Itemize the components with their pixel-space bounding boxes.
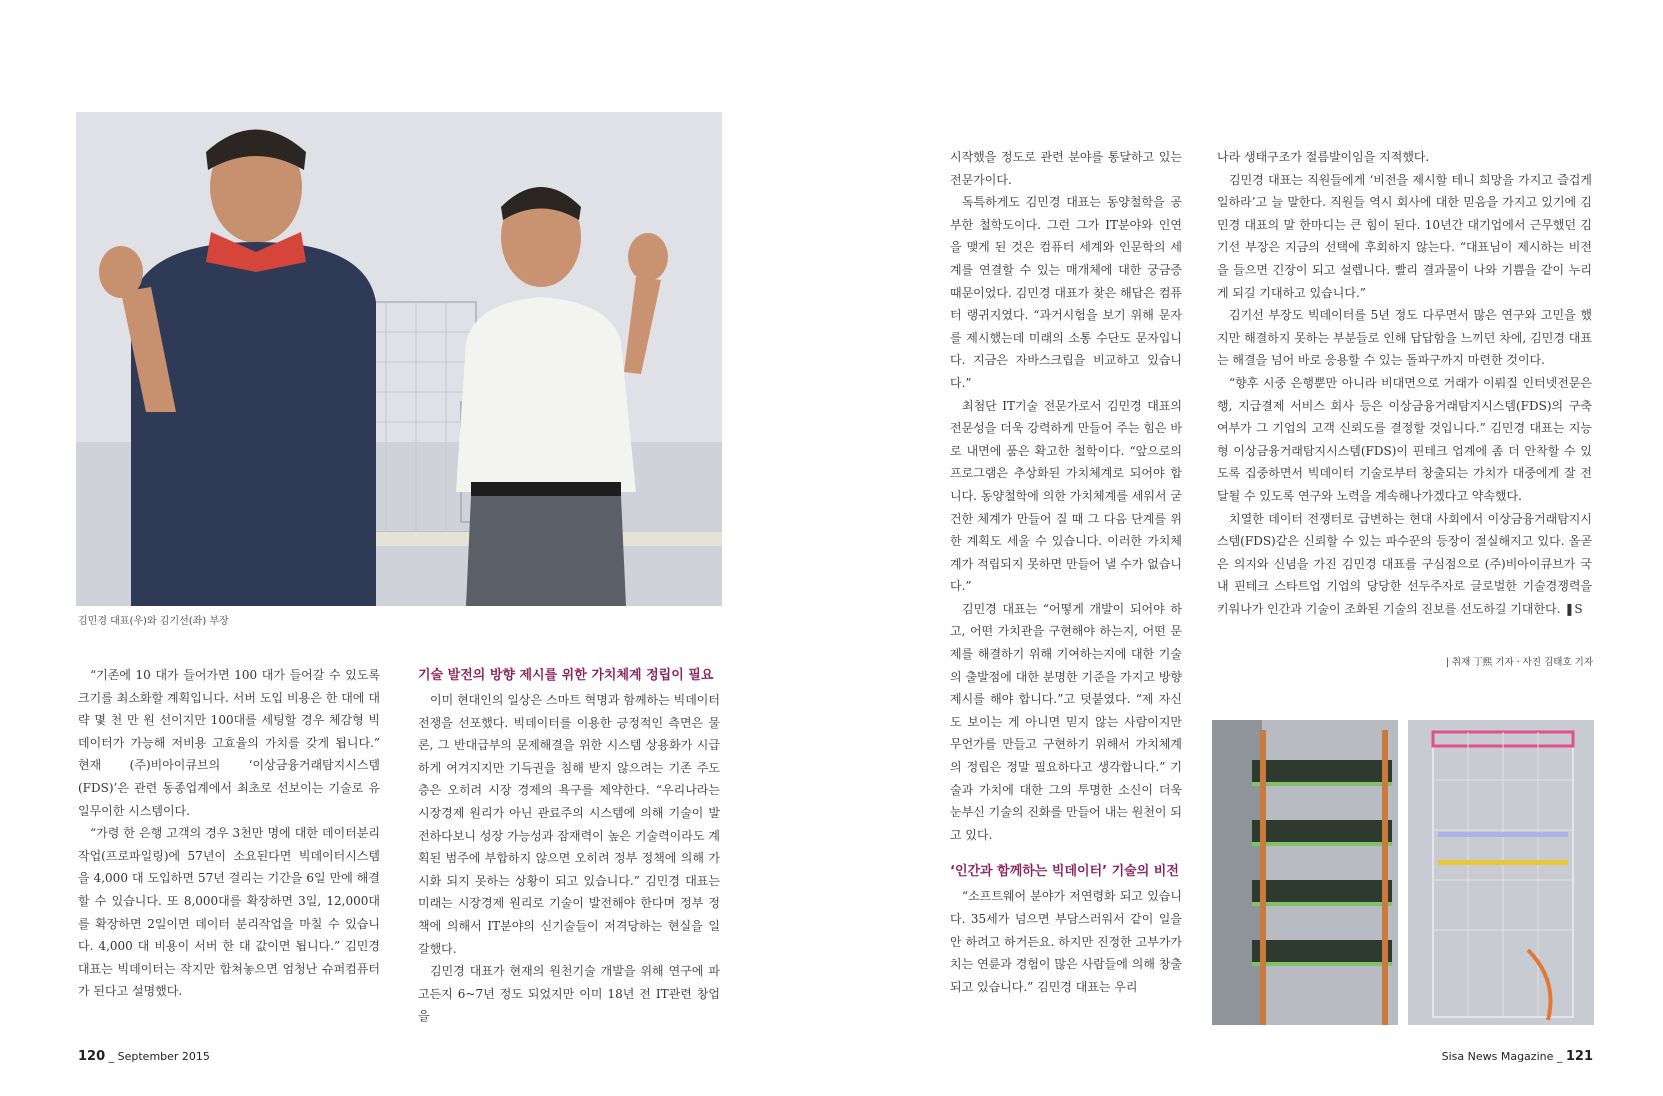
wire-cage-server-photo xyxy=(1408,720,1594,1025)
paragraph: “향후 시중 은행뿐만 아니라 비대면으로 거래가 이뤄질 인터넷전문은행, 지급결제 서비스 회사 등은 이상금융거래탐지시스템(FDS)의 구축 여부가 그 기업의 고객 신뢰도를 결정할 것입니다.” 김민경 대표는 지능형 이상금융거래탐지시스템(FDS)이 핀테크 업계에 좀 더 안착할 수 있도록 집중하면서 빅데이터 기술로부터 창출되는 가치가 대중에게 잘 전달될 수 있도록 연구와 노력을 계속해나가겠다고 약속했다. xyxy=(1217,375,1592,503)
right-column-2 xyxy=(1217,146,1592,620)
left-folio xyxy=(78,1049,210,1064)
photo-caption: 김민경 대표(우)와 김기선(좌) 부장 xyxy=(78,616,229,627)
paragraph: 김기선 부장도 빅데이터를 5년 정도 다루면서 많은 연구와 고민을 했지만 해결하지 못하는 부분들로 인해 답답함을 느끼던 차에, 김민경 대표는 해결을 넘어 바로 응용할 수 있는 돌파구까지 마련한 것이다. xyxy=(1217,308,1592,368)
portrait-photo-illustration xyxy=(76,112,722,606)
issue-date: _ September 2015 xyxy=(108,1050,210,1063)
paragraph: 이미 현대인의 일상은 스마트 혁명과 함께하는 빅데이터 전쟁을 선포했다. 빅데이터를 이용한 긍정적인 측면은 물론, 그 반대급부의 문제해결을 위한 시스템 상용화가 시급하게 여겨지지만 기득권을 침해 받지 않으려는 기존 주도층은 오히려 시장 경제의 욕구를 제약한다. “우리나라는 시장경제 원리가 아닌 관료주의 시스템에 의해 기술이 발전하다보니 성장 가능성과 잠재력이 높은 기술력이라도 계획된 범주에 부합하지 않으면 오히려 정부 정책에 의해 가시화 되지 못하는 상황이 되고 있습니다.” 김민경 대표는 미래는 시장경제 원리로 기술이 발전해야 한다며 정부 정책에 의해서 IT분야의 신기술들이 저격당하는 현실을 일갈했다. xyxy=(418,693,720,956)
magazine-name: Sisa News Magazine _ xyxy=(1441,1050,1563,1063)
paragraph: “소프트웨어 분야가 저연령화 되고 있습니다. 35세가 넘으면 부담스러워서 같이 일을 안 하려고 하거든요. 하지만 진정한 고부가가치는 연륜과 경험이 많은 사람들에 의해 창출되고 있습니다.” 김민경 대표는 우리 xyxy=(950,889,1182,994)
paragraph: 독특하게도 김민경 대표는 동양철학을 공부한 철학도이다. 그런 그가 IT분야와 인연을 맺게 된 것은 컴퓨터 세계와 인문학의 세계를 연결할 수 있는 매개체에 대한 궁금증 때문이었다. 김민경 대표가 찾은 해답은 컴퓨터 랭귀지였다. “과거시험을 보기 위해 문자를 제시했는데 미래의 소통 수단도 문자입니다. 지금은 자바스크립을 비교하고 있습니다.” xyxy=(950,195,1182,390)
right-page xyxy=(832,0,1663,1096)
page-number: 121 xyxy=(1565,1049,1593,1064)
paragraph: 김민경 대표는 직원들에게 ‘비전을 제시할 테니 희망을 가지고 즐겁게 일하라’고 늘 말한다. 직원들 역시 회사에 대한 믿음을 가지고 있기에 김민경 대표의 말 한마디는 큰 힘이 된다. 10년간 대기업에서 근무했던 김기선 부장은 지금의 선택에 후회하지 않는다. “대표님이 제시하는 비전을 들으면 긴장이 되고 설렙니다. 빨리 결과물이 나와 기쁨을 같이 누리게 되길 기대하고 있습니다.” xyxy=(1217,172,1592,300)
two-men-portrait-photo xyxy=(76,112,722,606)
photo-credit: | 취재 丁熙 기자 · 사진 김태호 기자 xyxy=(1445,657,1593,668)
paragraph: 시작했을 정도로 관련 분야를 통달하고 있는 전문가이다. xyxy=(950,150,1182,187)
server-rack-photo xyxy=(1212,720,1398,1025)
left-column-1 xyxy=(78,664,380,1003)
left-page xyxy=(0,0,831,1096)
section-heading: ‘인간과 함께하는 빅데이터’ 기술의 비전 xyxy=(950,864,1179,880)
wire-cage-illustration xyxy=(1408,720,1594,1025)
left-column-2 xyxy=(418,664,720,1028)
paragraph: “기존에 10 대가 들어가면 100 대가 들어갈 수 있도록 크기를 최소화할 계획입니다. 서버 도입 비용은 한 대에 대략 몇 천 만 원 선이지만 100대를 세팅할 경우 체감형 빅데이터가 가능해 저비용 고효율의 가치를 갖게 됩니다.” 현재 (주)비아이큐브의 ‘이상금융거래탐지시스템(FDS)’은 관련 동종업계에서 최초로 선보이는 기술로 유일무이한 시스템이다. xyxy=(78,668,380,818)
page-number: 120 xyxy=(78,1049,106,1064)
server-rack-illustration xyxy=(1212,720,1398,1025)
right-column-1 xyxy=(950,146,1182,998)
right-folio xyxy=(1442,1049,1593,1064)
paragraph: 김민경 대표가 현재의 원천기술 개발을 위해 연구에 파고든지 6~7년 정도 되었지만 이미 18년 전 IT관련 창업을 xyxy=(418,964,720,1024)
paragraph: 김민경 대표는 “어떻게 개발이 되어야 하고, 어떤 가치관을 구현해야 하는지, 어떤 문제를 해결하기 위해 기여하는지에 대한 기술의 출발점에 대한 분명한 기준을 가지고 방향 제시를 해야 합니다.”고 덧붙였다. “제 자신도 보이는 게 아니면 믿지 않는 사람이지만 무언가를 만들고 구현하기 위해서 가치체계의 정립은 정말 필요하다고 생각합니다.” 기술과 가치에 대한 그의 투명한 소신이 더욱 눈부신 기술의 진화를 만들어 내는 원천이 되고 있다. xyxy=(950,601,1182,842)
section-heading: 기술 발전의 방향 제시를 위한 가치체계 정립이 필요 xyxy=(418,668,714,683)
paragraph: “가령 한 은행 고객의 경우 3천만 명에 대한 데이터분리작업(프로파일링)에 57년이 소요된다면 빅데이터시스템을 4,000 대 도입하면 57년 걸리는 기간을 6일 만에 해결할 수 있습니다. 또 8,000대를 확장하면 3일, 12,000대를 확장하면 2일이면 데이터 분리작업을 마칠 수 있습니다. 4,000 대 비용이 서버 한 대 값이면 됩니다.” 김민경 대표는 빅데이터는 작지만 합쳐놓으면 엄청난 슈퍼컴퓨터가 된다고 설명했다. xyxy=(78,826,380,999)
paragraph: 나라 생태구조가 절름발이임을 지적했다. xyxy=(1217,150,1430,164)
paragraph: 최첨단 IT기술 전문가로서 김민경 대표의 전문성을 더욱 강력하게 만들어 주는 힘은 바로 내면에 품은 확고한 철학이다. “앞으로의 프로그램은 추상화된 가치체계로 되어야 합니다. 동양철학에 의한 가치체계를 세워서 굳건한 체계가 만들어 질 때 그 다음 단계를 위한 계획도 세울 수 있습니다. 이러한 가치체계가 적립되지 못하면 만들어 낼 수가 없습니다.” xyxy=(950,398,1182,594)
paragraph: 치열한 데이터 전쟁터로 급변하는 현대 사회에서 이상금융거래탐지시스템(FDS)같은 신뢰할 수 있는 파수꾼의 등장이 절실해지고 있다. 올곧은 의지와 신념을 가진 김민경 대표를 구심점으로 (주)비아이큐브가 국내 핀테크 스타트업 기업의 당당한 선두주자로 글로벌한 기술경쟁력을 키워나가 인간과 기술이 조화된 기술의 진보를 선도하길 기대한다. ❚S xyxy=(1217,511,1592,616)
